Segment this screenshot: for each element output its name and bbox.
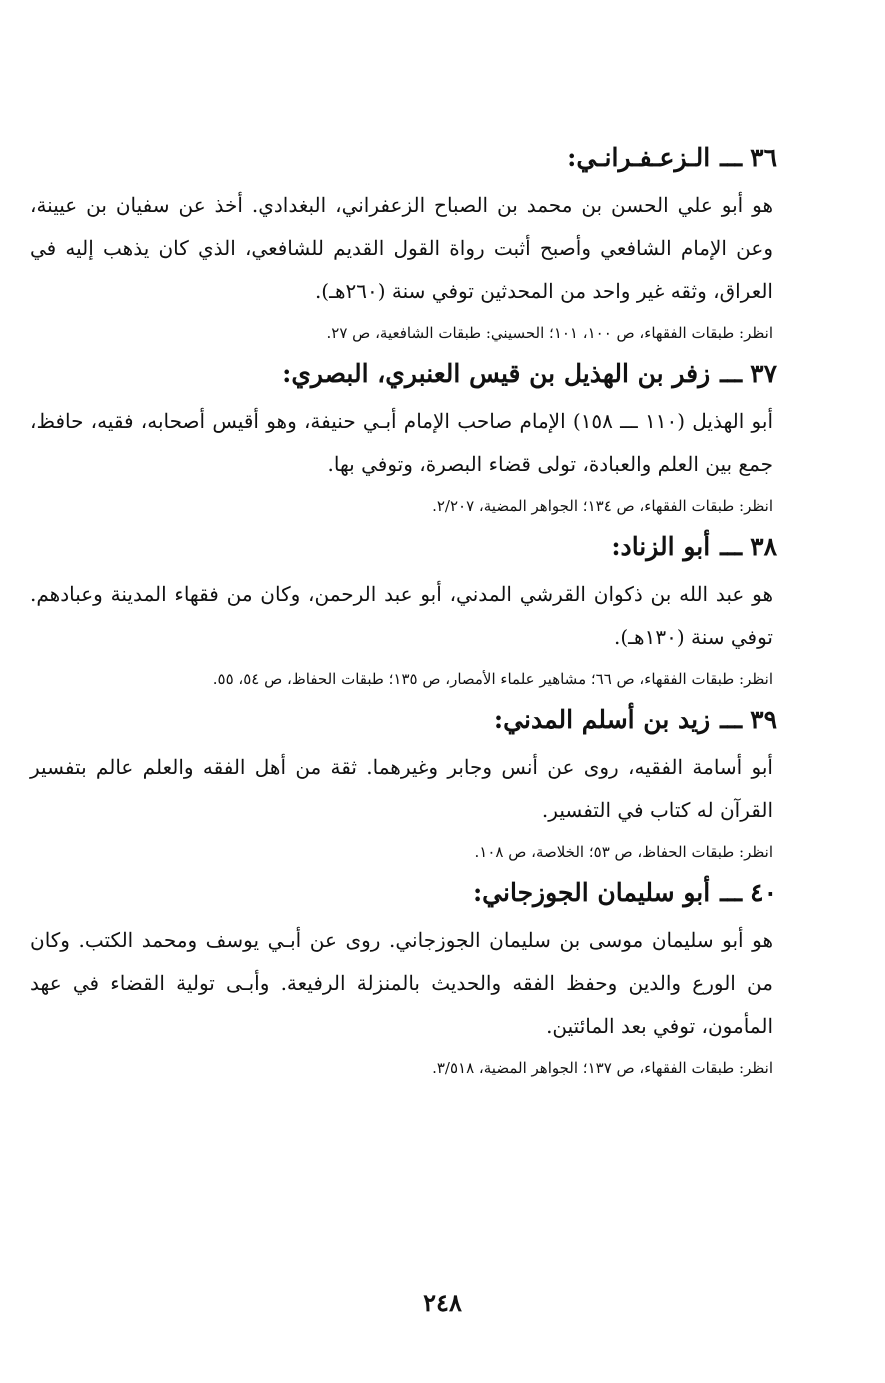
- entry-biography: هو أبو علي الحسن بن محمد بن الصباح الزعفراني، البغدادي. أخذ عن سفيان بن عيينة، وعن الإمام الشافعي وأصبح أثبت رواة القول القديم للشافعي، الذي كان يذهب إليه في العراق، وثقه غير واحد من المحدثين توفي سنة (٢٦٠هـ).: [30, 193, 773, 303]
- entry-37: [30, 354, 775, 523]
- entry-38: [30, 527, 775, 696]
- entry-biography: هو أبو سليمان موسى بن سليمان الجوزجاني. روى عن أبـي يوسف ومحمد الكتب. وكان من الورع والدين وحفظ الفقه والحديث بالمنزلة الرفيعة. وأبـى تولية القضاء في عهد المأمون، توفي بعد المائتين.: [30, 928, 773, 1038]
- entry-references: انظر: طبقات الفقهاء، ص ٦٦؛ مشاهير علماء الأمصار، ص ١٣٥؛ طبقات الحفاظ، ص ٥٤، ٥٥.: [212, 670, 773, 688]
- entry-dash: ـــ: [720, 143, 743, 172]
- entry-biography: هو عبد الله بن ذكوان القرشي المدني، أبو عبد الرحمن، وكان من فقهاء المدينة وعبادهم. توفي سنة (١٣٠هـ).: [30, 582, 773, 649]
- entry-dash: ـــ: [720, 705, 743, 734]
- entry-references: انظر: طبقات الفقهاء، ص ١٣٤؛ الجواهر المضية، ٢/٢٠٧.: [432, 497, 773, 515]
- biography-entries: [30, 138, 775, 1089]
- entry-heading: [30, 354, 777, 394]
- entry-heading: [30, 700, 777, 740]
- entry-heading: [30, 873, 777, 913]
- page-number: ٢٤٨: [423, 1288, 462, 1317]
- entry-36: [30, 138, 775, 350]
- entry-title: الـزعـفـرانـي:: [567, 143, 711, 172]
- entry-number: ٣٩: [750, 705, 777, 734]
- entry-biography: أبو أسامة الفقيه، روى عن أنس وجابر وغيرهما. ثقة من أهل الفقه والعلم عالم بتفسير القرآن له كتاب في التفسير.: [30, 755, 773, 822]
- entry-dash: ـــ: [720, 359, 743, 388]
- entry-number: ٣٨: [750, 532, 777, 561]
- entry-dash: ـــ: [720, 532, 743, 561]
- entry-references: انظر: طبقات الفقهاء، ص ١٣٧؛ الجواهر المضية، ٣/٥١٨.: [432, 1059, 773, 1077]
- entry-title: زيد بن أسلم المدني:: [493, 705, 711, 734]
- entry-39: [30, 700, 775, 869]
- entry-title: زفر بن الهذيل بن قيس العنبري، البصري:: [282, 359, 711, 388]
- entry-references: انظر: طبقات الفقهاء، ص ١٠٠، ١٠١؛ الحسيني: طبقات الشافعية، ص ٢٧.: [326, 324, 773, 342]
- entry-number: ٤٠: [750, 878, 777, 907]
- entry-biography: أبو الهذيل (١١٠ ـــ ١٥٨) الإمام صاحب الإمام أبـي حنيفة، وهو أقيس أصحابه، فقيه، حافظ، جمع بين العلم والعبادة، تولى قضاء البصرة، وتوفي بها.: [30, 409, 773, 476]
- entry-references: انظر: طبقات الحفاظ، ص ٥٣؛ الخلاصة، ص ١٠٨.: [474, 843, 773, 861]
- entry-heading: [30, 527, 777, 567]
- entry-heading: [30, 138, 777, 178]
- entry-dash: ـــ: [720, 878, 743, 907]
- entry-number: ٣٦: [750, 143, 777, 172]
- entry-number: ٣٧: [750, 359, 777, 388]
- entry-title: أبو الزناد:: [611, 532, 711, 561]
- entry-title: أبو سليمان الجوزجاني:: [472, 878, 711, 907]
- entry-40: [30, 873, 775, 1085]
